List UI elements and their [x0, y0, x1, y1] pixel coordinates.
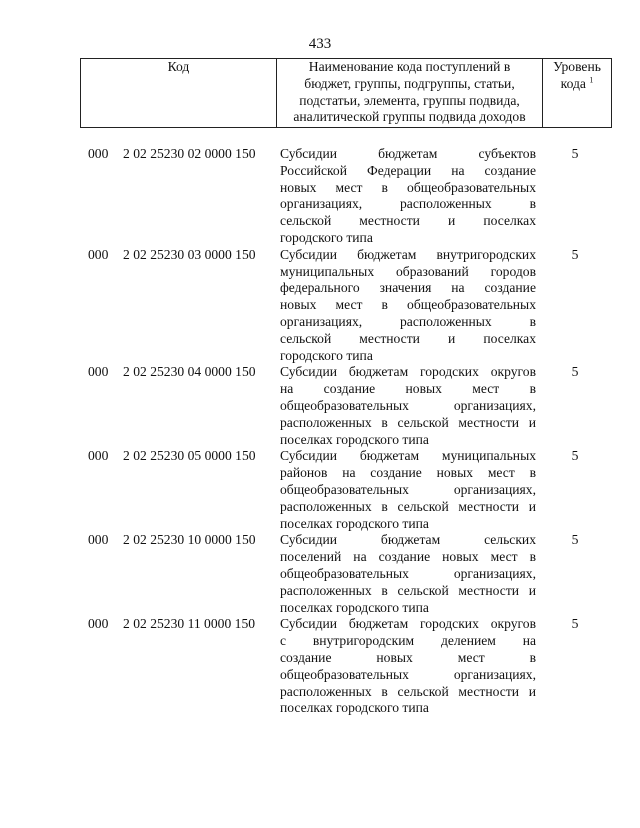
- row-name-line: новых мест в общеобразовательных: [280, 179, 536, 195]
- row-name-line: сельской местности и поселках: [280, 330, 536, 346]
- row-name-line: расположенных в сельской местности и: [280, 582, 536, 598]
- row-name: [280, 532, 536, 616]
- header-name-line: Наименование кода поступлений в: [308, 59, 511, 74]
- row-name-line: поселках городского типа: [280, 515, 429, 531]
- header-code-label: Код: [167, 59, 190, 74]
- header-level-line1: Уровень: [553, 59, 601, 74]
- table-row: [0, 146, 640, 247]
- row-name-line: создание новых мест в: [280, 649, 536, 665]
- row-name-line: поселках городского типа: [280, 431, 429, 447]
- footnote-marker: 1: [589, 75, 594, 85]
- row-name-line: поселках городского типа: [280, 599, 429, 615]
- row-name: [280, 616, 536, 717]
- row-name-line: с внутригородским делением на: [280, 633, 536, 649]
- row-name-line: организациях, расположенных в: [280, 196, 536, 212]
- row-name-line: Субсидии бюджетам внутригородских: [280, 246, 536, 262]
- row-name-line: городского типа: [280, 347, 373, 363]
- row-level: 5: [571, 246, 579, 262]
- row-name-line: расположенных в сельской местности и: [280, 683, 536, 699]
- row-name-line: Субсидии бюджетам муниципальных: [280, 448, 536, 464]
- row-code: 2 02 25230 04 0000 150: [123, 364, 256, 380]
- row-name-line: общеобразовательных организациях,: [280, 666, 536, 682]
- row-name-line: общеобразовательных организациях,: [280, 481, 536, 497]
- header-name-cell: [277, 59, 543, 128]
- row-name-line: поселках городского типа: [280, 700, 429, 716]
- row-level: 5: [571, 532, 579, 548]
- row-name-line: расположенных в сельской местности и: [280, 414, 536, 430]
- row-name: [280, 448, 536, 532]
- row-code: 2 02 25230 11 0000 150: [123, 616, 256, 632]
- row-name-line: новых мест в общеобразовательных: [280, 297, 536, 313]
- row-name-line: Субсидии бюджетам городских округов: [280, 364, 536, 380]
- table-body: [0, 146, 640, 717]
- header-level-cell: [543, 59, 612, 128]
- header-row: [81, 59, 612, 128]
- row-name-line: поселений на создание новых мест в: [280, 549, 536, 565]
- row-level: 5: [571, 146, 579, 161]
- row-name-line: общеобразовательных организациях,: [280, 397, 536, 413]
- table-row: [0, 364, 640, 448]
- header-name-line: подстатьи, элемента, группы подвида,: [299, 92, 520, 108]
- table-row: [0, 532, 640, 616]
- row-name-line: городского типа: [280, 229, 373, 245]
- row-name-line: Субсидии бюджетам субъектов: [280, 146, 536, 161]
- row-prefix: 000: [88, 448, 109, 464]
- row-name-line: муниципальных образований городов: [280, 263, 536, 279]
- row-code: 2 02 25230 10 0000 150: [123, 532, 256, 548]
- row-name-line: на создание новых мест в: [280, 381, 536, 397]
- row-name-line: сельской местности и поселках: [280, 213, 536, 229]
- header-code-cell: [81, 59, 277, 128]
- row-code: 2 02 25230 02 0000 150: [123, 146, 256, 161]
- row-name: [280, 146, 536, 247]
- row-name-line: федерального значения на создание: [280, 280, 536, 296]
- row-prefix: 000: [88, 364, 109, 380]
- table-row: [0, 448, 640, 532]
- row-prefix: 000: [88, 246, 109, 262]
- row-level: 5: [571, 616, 579, 632]
- header-level-line2: кода: [560, 75, 586, 91]
- row-name-line: Субсидии бюджетам городских округов: [280, 616, 536, 632]
- row-prefix: 000: [88, 616, 109, 632]
- header-name-line: аналитической группы подвида доходов: [293, 109, 526, 125]
- row-prefix: 000: [88, 146, 109, 161]
- row-name: [280, 247, 536, 365]
- table-header: [80, 58, 612, 128]
- row-prefix: 000: [88, 532, 109, 548]
- row-level: 5: [571, 364, 579, 380]
- row-level: 5: [571, 448, 579, 464]
- row-name: [280, 364, 536, 448]
- table-row: [0, 247, 640, 365]
- row-name-line: Российской Федерации на создание: [280, 162, 536, 178]
- row-code: 2 02 25230 03 0000 150: [123, 246, 256, 262]
- row-name-line: организациях, расположенных в: [280, 313, 536, 329]
- page-number: 433: [308, 36, 332, 52]
- header-name-line: бюджет, группы, подгруппы, статьи,: [304, 75, 515, 91]
- table-row: [0, 616, 640, 717]
- row-name-line: общеобразовательных организациях,: [280, 565, 536, 581]
- row-code: 2 02 25230 05 0000 150: [123, 448, 256, 464]
- row-name-line: Субсидии бюджетам сельских: [280, 532, 536, 548]
- row-name-line: расположенных в сельской местности и: [280, 498, 536, 514]
- row-name-line: районов на создание новых мест в: [280, 465, 536, 481]
